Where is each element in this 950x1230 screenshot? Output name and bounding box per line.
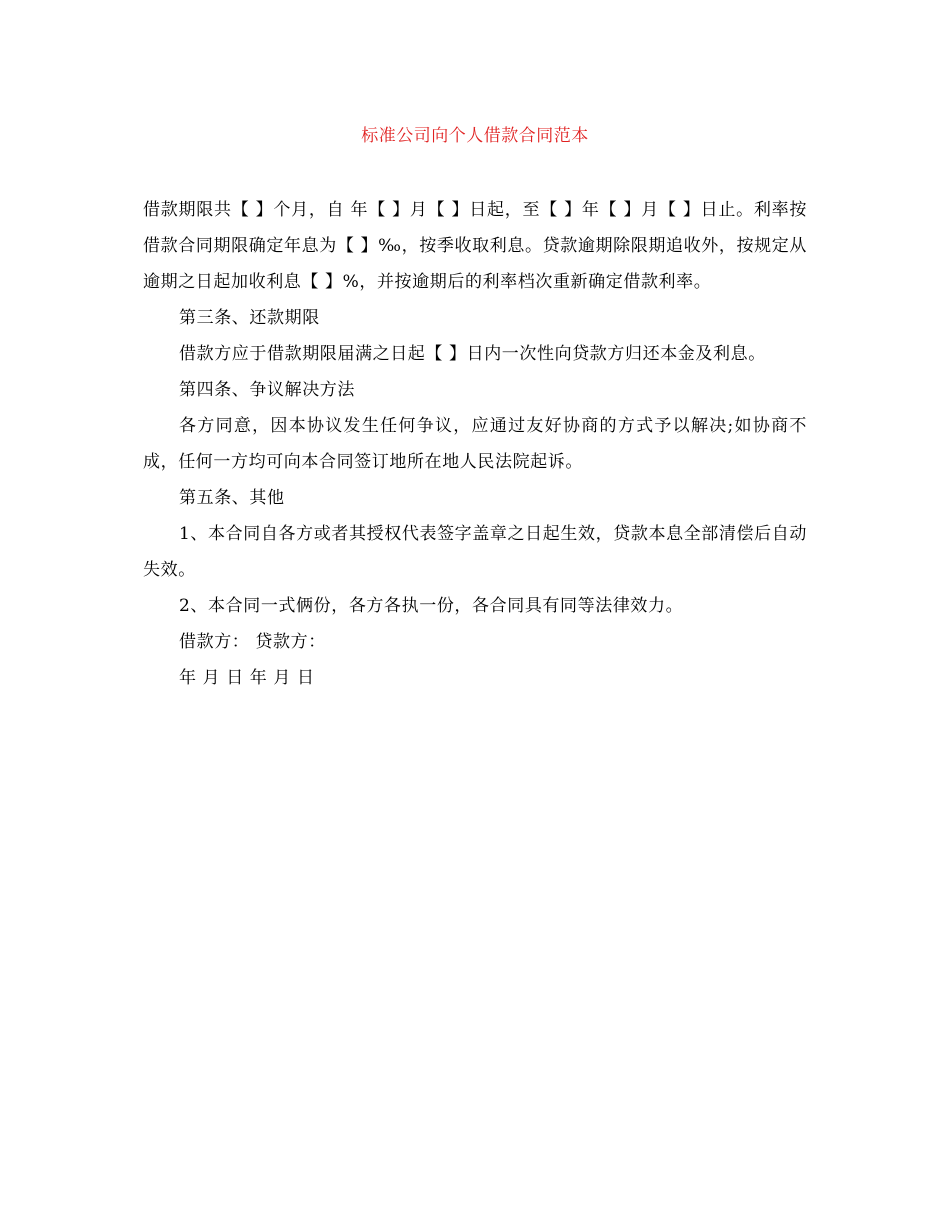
signature-parties-line: 借款方： 贷款方：	[179, 632, 326, 652]
section-heading-dispute: 第四条、争议解决方法	[179, 380, 355, 400]
document-title: 标准公司向个人借款合同范本	[361, 126, 589, 146]
dispute-paragraph: 各方同意，因本协议发生任何争议，应通过友好协商的方式予以解决;如协商不成，任何一方均可向本合同签订地所在地人民法院起诉。	[143, 416, 807, 472]
section-heading-repayment: 第三条、还款期限	[179, 308, 320, 328]
other-clause-2: 2、本合同一式俩份，各方各执一份，各合同具有同等法律效力。	[179, 596, 684, 616]
signature-date-line: 年 月 日 年 月 日	[179, 668, 315, 688]
other-clause-1: 1、本合同自各方或者其授权代表签字盖章之日起生效，贷款本息全部清偿后自动失效。	[143, 524, 807, 580]
repayment-paragraph: 借款方应于借款期限届满之日起【 】日内一次性向贷款方归还本金及利息。	[179, 344, 766, 364]
section-heading-other: 第五条、其他	[179, 488, 285, 508]
interest-terms-paragraph: 借款期限共【 】个月，自 年【 】月【 】日起，至【 】年【 】月【 】日止。利率按借款合同期限确定年息为【 】‰，按季收取利息。贷款逾期除限期追收外，按规定从逾期之日起加收利息【 】%，并按逾期后的利率档次重新确定借款利率。	[143, 200, 807, 292]
document-body	[143, 192, 807, 696]
